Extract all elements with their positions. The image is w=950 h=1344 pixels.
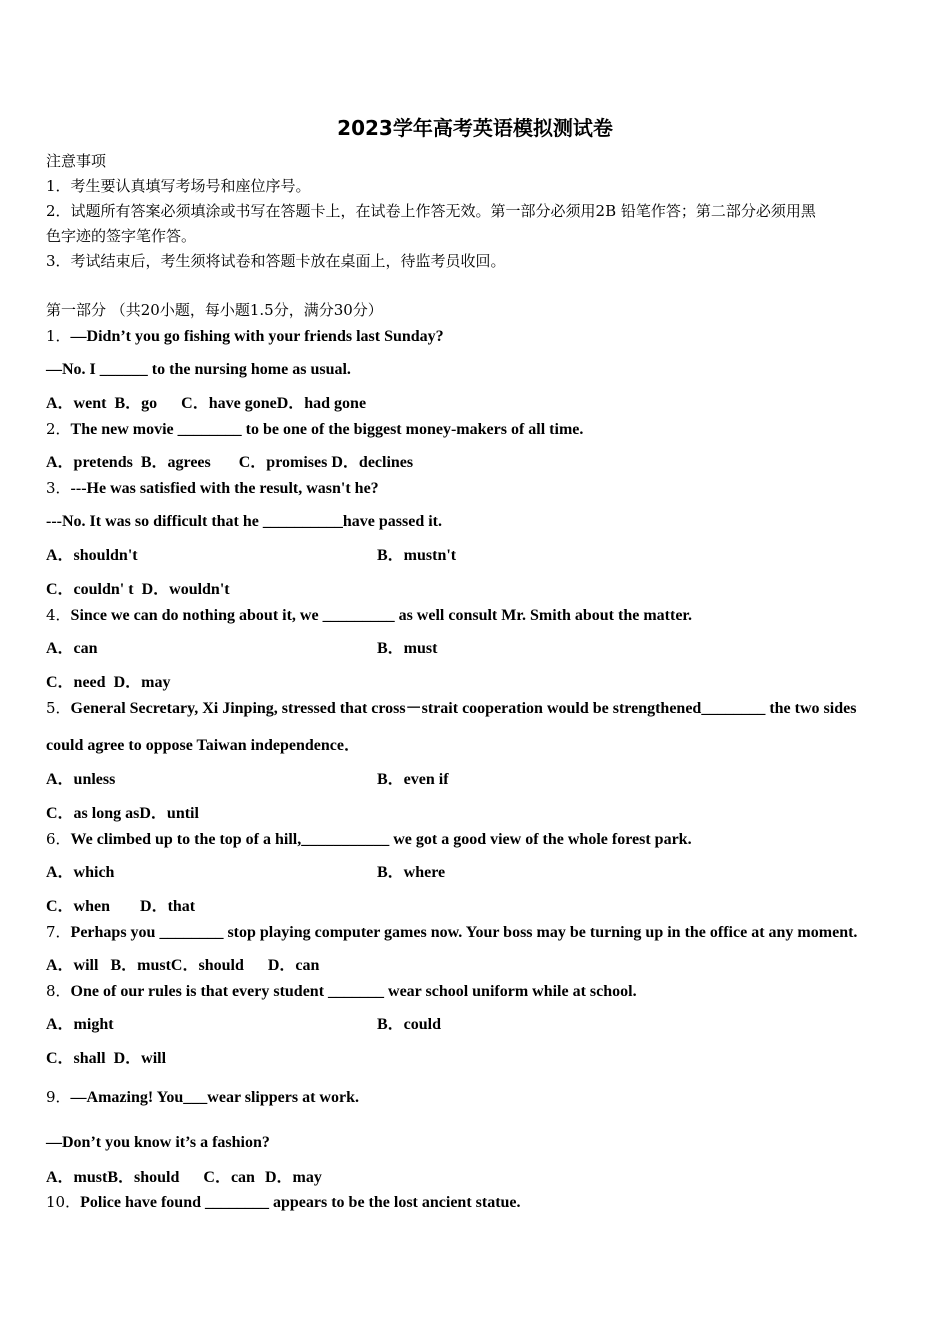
options-row (46, 1168, 322, 1188)
option-d: D．will (113, 1050, 167, 1067)
question-number: 10． (46, 1193, 81, 1211)
option-a: A．must (46, 1169, 108, 1186)
option-b: B．must (377, 640, 438, 657)
option-c: C．can (203, 1169, 255, 1186)
options-row (46, 580, 230, 600)
option-a: A．pretends (46, 454, 133, 471)
option-d: D．wouldn't (141, 581, 230, 598)
option-d: D．declines (331, 454, 414, 471)
options-row (46, 673, 170, 693)
option-d: D．may (113, 674, 171, 691)
option-d: D．that (140, 898, 196, 915)
notice-item: 2．试题所有答案必须填涂或书写在答题卡上，在试卷上作答无效。第一部分必须用2B 铅笔作答；第二部分必须用黑 (46, 202, 816, 220)
question-stem: 1．—Didn’t you go fishing with your friends last Sunday? (46, 327, 444, 345)
question-stem: 4．Since we can do nothing about it, we _________ as well consult Mr. Smith about the matter. (46, 606, 693, 624)
option-c: C．shall (46, 1050, 106, 1067)
question-number: 7． (46, 923, 71, 941)
options-row (46, 453, 413, 473)
option-b: B．go (114, 395, 158, 412)
question-stem: 2．The new movie ________ to be one of the biggest money-makers of all time. (46, 420, 584, 438)
question-number: 5． (46, 699, 71, 717)
option-a: A．unless (46, 771, 116, 788)
notice-item: 1．考生要认真填写考场号和座位序号。 (46, 177, 311, 195)
option-a: A．will (46, 957, 99, 974)
option-d: D．until (139, 805, 199, 822)
section-heading: 第一部分 （共20小题，每小题1.5分，满分30分） (46, 301, 383, 319)
options-row (46, 956, 319, 976)
option-d: D．may (264, 1169, 322, 1186)
option-b: B．agrees (140, 454, 211, 471)
notice-heading: 注意事项 (46, 152, 107, 170)
question-number: 6． (46, 830, 71, 848)
question-reply: —No. I ______ to the nursing home as usual. (46, 361, 351, 378)
notice-item: 色字迹的签字笔作答。 (46, 227, 197, 245)
question-stem: 7．Perhaps you ________ stop playing computer games now. Your boss may be turning up in the office at any moment. (46, 923, 858, 941)
page-title: 2023学年高考英语模拟测试卷 (337, 116, 613, 140)
question-number: 1． (46, 327, 71, 345)
notice-item: 3．考试结束后，考生须将试卷和答题卡放在桌面上，待监考员收回。 (46, 252, 506, 270)
question-number: 9． (46, 1088, 71, 1106)
option-c: C．when (46, 898, 111, 915)
option-c: C．need (46, 674, 106, 691)
question-reply: ---No. It was so difficult that he __________have passed it. (46, 513, 442, 530)
option-b: B．could (377, 1016, 442, 1033)
option-a: A．can (46, 640, 98, 657)
option-a: A．shouldn't (46, 547, 138, 564)
options-row (46, 1049, 166, 1069)
options-row (46, 804, 199, 824)
options-row (46, 897, 195, 917)
question-number: 8． (46, 982, 71, 1000)
option-b: B．where (377, 864, 446, 881)
question-number: 4． (46, 606, 71, 624)
question-stem: 5．General Secretary, Xi Jinping, stressed that cross－strait cooperation would be strengthened________ the two sides (46, 699, 857, 717)
option-a: A．might (46, 1016, 114, 1033)
option-a: A．went (46, 395, 107, 412)
question-stem: 9．—Amazing! You___wear slippers at work. (46, 1088, 359, 1106)
option-c: C．promises (238, 454, 328, 471)
question-number: 3． (46, 479, 71, 497)
option-c: C．couldn' t (46, 581, 134, 598)
option-b: B．must (110, 957, 171, 974)
options-row (46, 394, 366, 414)
question-stem: 10．Police have found ________ appears to be the lost ancient statue. (46, 1193, 521, 1211)
option-c: C．have gone (181, 395, 277, 412)
option-d: D．can (267, 957, 320, 974)
option-c: C．as long as (46, 805, 140, 822)
option-c: C．should (170, 957, 244, 974)
option-d: D．had gone (276, 395, 367, 412)
option-b: B．even if (377, 771, 449, 788)
question-stem: 6．We climbed up to the top of a hill,___________ we got a good view of the whole forest park. (46, 830, 692, 848)
question-reply: —Don’t you know it’s a fashion? (46, 1134, 270, 1151)
question-stem-continued: could agree to oppose Taiwan independence． (46, 737, 360, 754)
question-stem: 3．---He was satisfied with the result, wasn't he? (46, 479, 379, 497)
option-b: B．mustn't (377, 547, 457, 564)
option-b: B．should (107, 1169, 180, 1186)
question-stem: 8．One of our rules is that every student _______ wear school uniform while at school. (46, 982, 637, 1000)
option-a: A．which (46, 864, 115, 881)
question-number: 2． (46, 420, 71, 438)
